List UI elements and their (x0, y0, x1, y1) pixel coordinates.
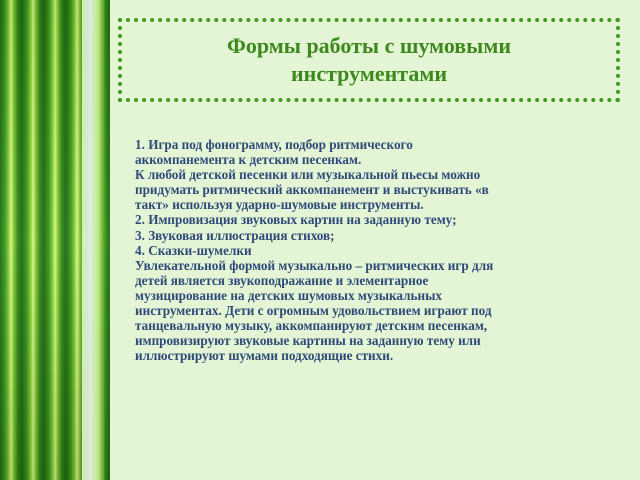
curtain-highlight-band (82, 0, 104, 480)
body-line: детей является звукоподражание и элементарное (135, 272, 429, 288)
body-line: танцевальную музыку, аккомпанируют детским песенкам, (135, 318, 488, 334)
body-line: аккомпанемента к детским песенкам. (135, 152, 362, 168)
body-line: 4. Сказки-шумелки (135, 242, 252, 258)
body-line: музицирование на детских шумовых музыкальных (135, 287, 443, 303)
body-line: придумать ритмический аккомпанемент и выстукивать «в (135, 182, 489, 198)
body-line: 2. Импровизация звуковых картин на заданную тему; (135, 212, 457, 228)
body-line: К любой детской песенки или музыкальной пьесы можно (135, 167, 481, 183)
body-line: иллюстрируют шумами подходящие стихи. (135, 348, 394, 364)
body-line: импровизируют звуковые картины на заданную тему или (135, 333, 481, 349)
slide-body (135, 137, 605, 363)
body-line: инструментах. Дети с огромным удовольствием играют под (135, 303, 492, 319)
body-line: 1. Игра под фонограмму, подбор ритмического (135, 137, 413, 152)
body-line: Увлекательной формой музыкально – ритмических игр для (135, 257, 494, 273)
body-line: такт» используя ударно-шумовые инструменты. (135, 197, 424, 213)
title-frame (118, 18, 620, 102)
body-line: 3. Звуковая иллюстрация стихов; (135, 227, 335, 243)
slide-title: Формы работы с шумовыми инструментами (226, 33, 511, 86)
